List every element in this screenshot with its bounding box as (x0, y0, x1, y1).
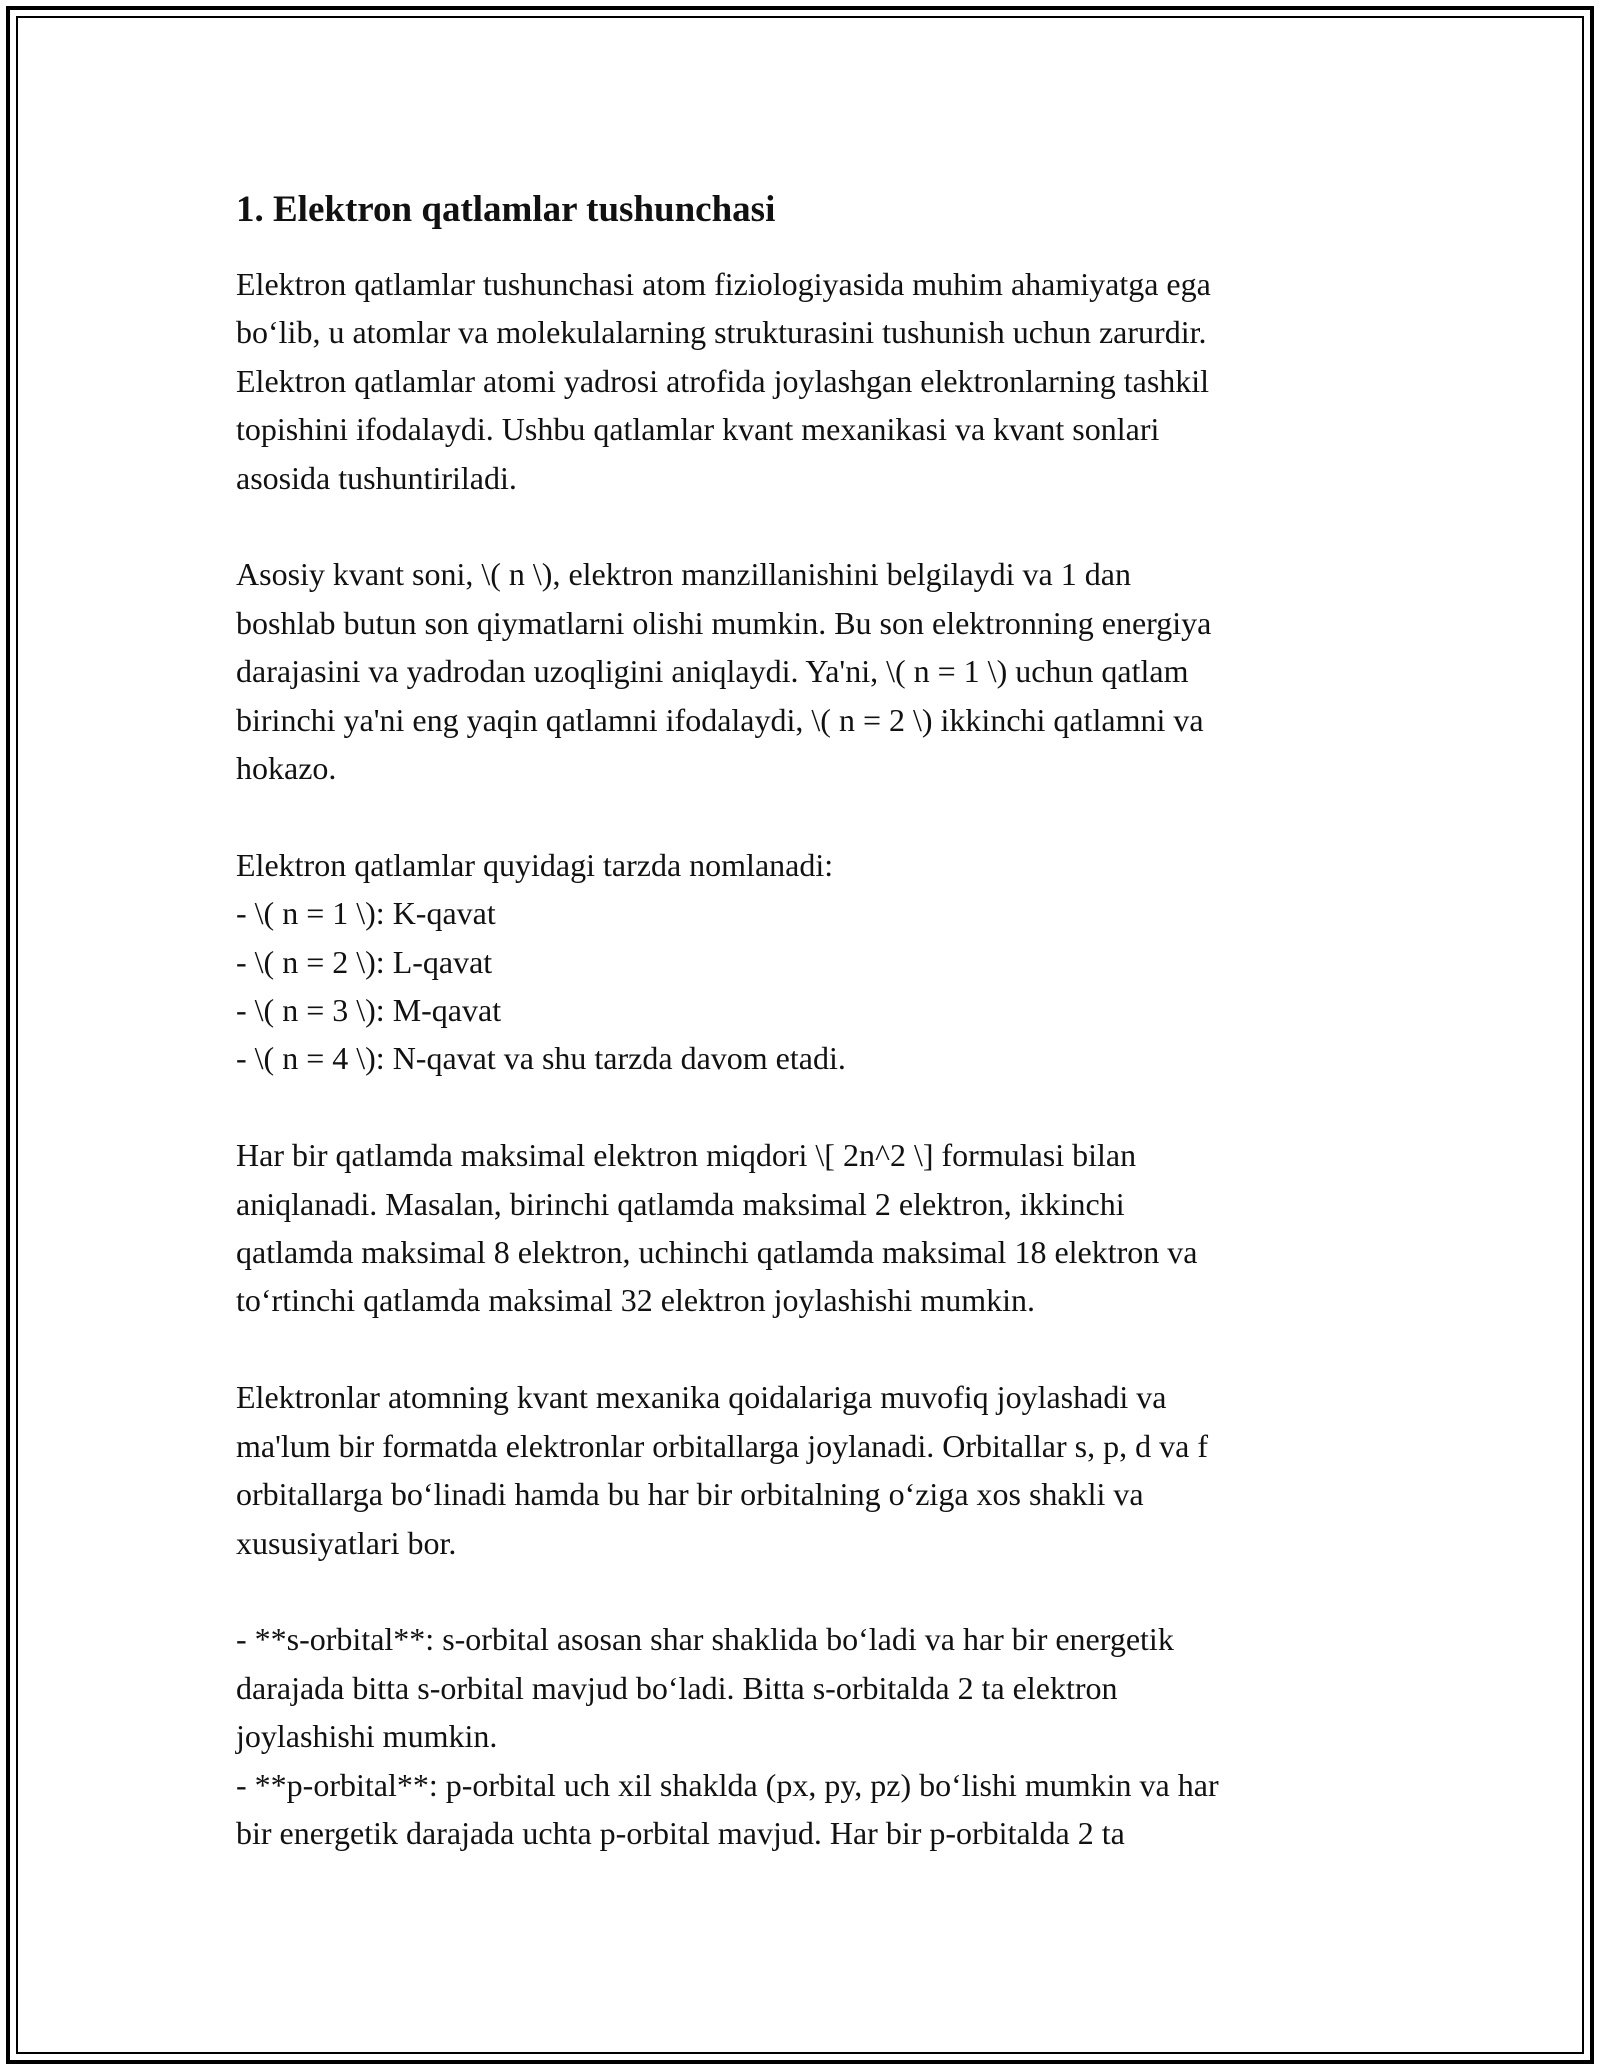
text-line: aniqlanadi. Masalan, birinchi qatlamda maksimal 2 elektron, ikkinchi (236, 1185, 1125, 1222)
text-line: Elektron qatlamlar quyidagi tarzda nomlanadi: (236, 846, 834, 883)
text-line: ma'lum bir formatda elektronlar orbitallarga joylanadi. Orbitallar s, p, d va f (236, 1427, 1208, 1464)
text-line: qatlamda maksimal 8 elektron, uchinchi qatlamda maksimal 18 elektron va (236, 1234, 1198, 1271)
document-body (236, 186, 1376, 1857)
list-item: - \( n = 1 \): K-qavat (236, 895, 496, 932)
text-line: birinchi ya'ni eng yaqin qatlamni ifodalaydi, \( n = 2 \) ikkinchi qatlamni va (236, 701, 1204, 738)
text-line: darajada bitta s-orbital mavjud bo‘ladi. Bitta s-orbitalda 2 ta elektron (236, 1669, 1118, 1706)
text-line: topishini ifodalaydi. Ushbu qatlamlar kvant mexanikasi va kvant sonlari (236, 411, 1160, 448)
paragraph-shell-names-list (236, 841, 1376, 1083)
text-line: orbitallarga bo‘linadi hamda bu har bir orbitalning o‘ziga xos shakli va (236, 1476, 1144, 1513)
text-line: Asosiy kvant soni, \( n \), elektron manzillanishini belgilaydi va 1 dan (236, 556, 1131, 593)
paragraph-max-electrons-formula (236, 1131, 1376, 1325)
text-line: asosida tushuntiriladi. (236, 459, 517, 496)
text-line: Elektron qatlamlar tushunchasi atom fiziologiyasida muhim ahamiyatga ega (236, 266, 1211, 302)
text-line: bir energetik darajada uchta p-orbital mavjud. Har bir p-orbitalda 2 ta (236, 1814, 1125, 1851)
text-line: to‘rtinchi qatlamda maksimal 32 elektron joylashishi mumkin. (236, 1282, 1035, 1319)
list-item: - **s-orbital**: s-orbital asosan shar shaklida bo‘ladi va har bir energetik (236, 1621, 1174, 1658)
list-item: - \( n = 4 \): N-qavat va shu tarzda davom etadi. (236, 1040, 846, 1077)
text-line: hokazo. (236, 750, 337, 787)
text-line: joylashishi mumkin. (236, 1718, 498, 1755)
text-line: Har bir qatlamda maksimal elektron miqdori \[ 2n^2 \] formulasi bilan (236, 1137, 1137, 1174)
text-line: xususiyatlari bor. (236, 1524, 457, 1561)
text-line: Elektronlar atomning kvant mexanika qoidalariga muvofiq joylashadi va (236, 1379, 1167, 1416)
paragraph-orbital-types-list (236, 1615, 1376, 1857)
text-line: bo‘lib, u atomlar va molekulalarning strukturasini tushunish uchun zarurdir. (236, 314, 1207, 351)
text-line: darajasini va yadrodan uzoqligini aniqlaydi. Ya'ni, \( n = 1 \) uchun qatlam (236, 653, 1189, 690)
list-item: - \( n = 2 \): L-qavat (236, 943, 493, 980)
list-item: - \( n = 3 \): M-qavat (236, 992, 502, 1029)
text-line: Elektron qatlamlar atomi yadrosi atrofida joylashgan elektronlarning tashkil (236, 362, 1210, 399)
section-heading: 1. Elektron qatlamlar tushunchasi (236, 189, 776, 230)
text-line: boshlab butun son qiymatlarni olishi mumkin. Bu son elektronning energiya (236, 604, 1212, 641)
paragraph-principal-quantum-number (236, 550, 1376, 792)
list-item: - **p-orbital**: p-orbital uch xil shaklda (px, py, pz) bo‘lishi mumkin va har (236, 1766, 1219, 1803)
paragraph-orbitals-intro (236, 1373, 1376, 1567)
paragraph-electron-shells-intro (236, 260, 1376, 502)
